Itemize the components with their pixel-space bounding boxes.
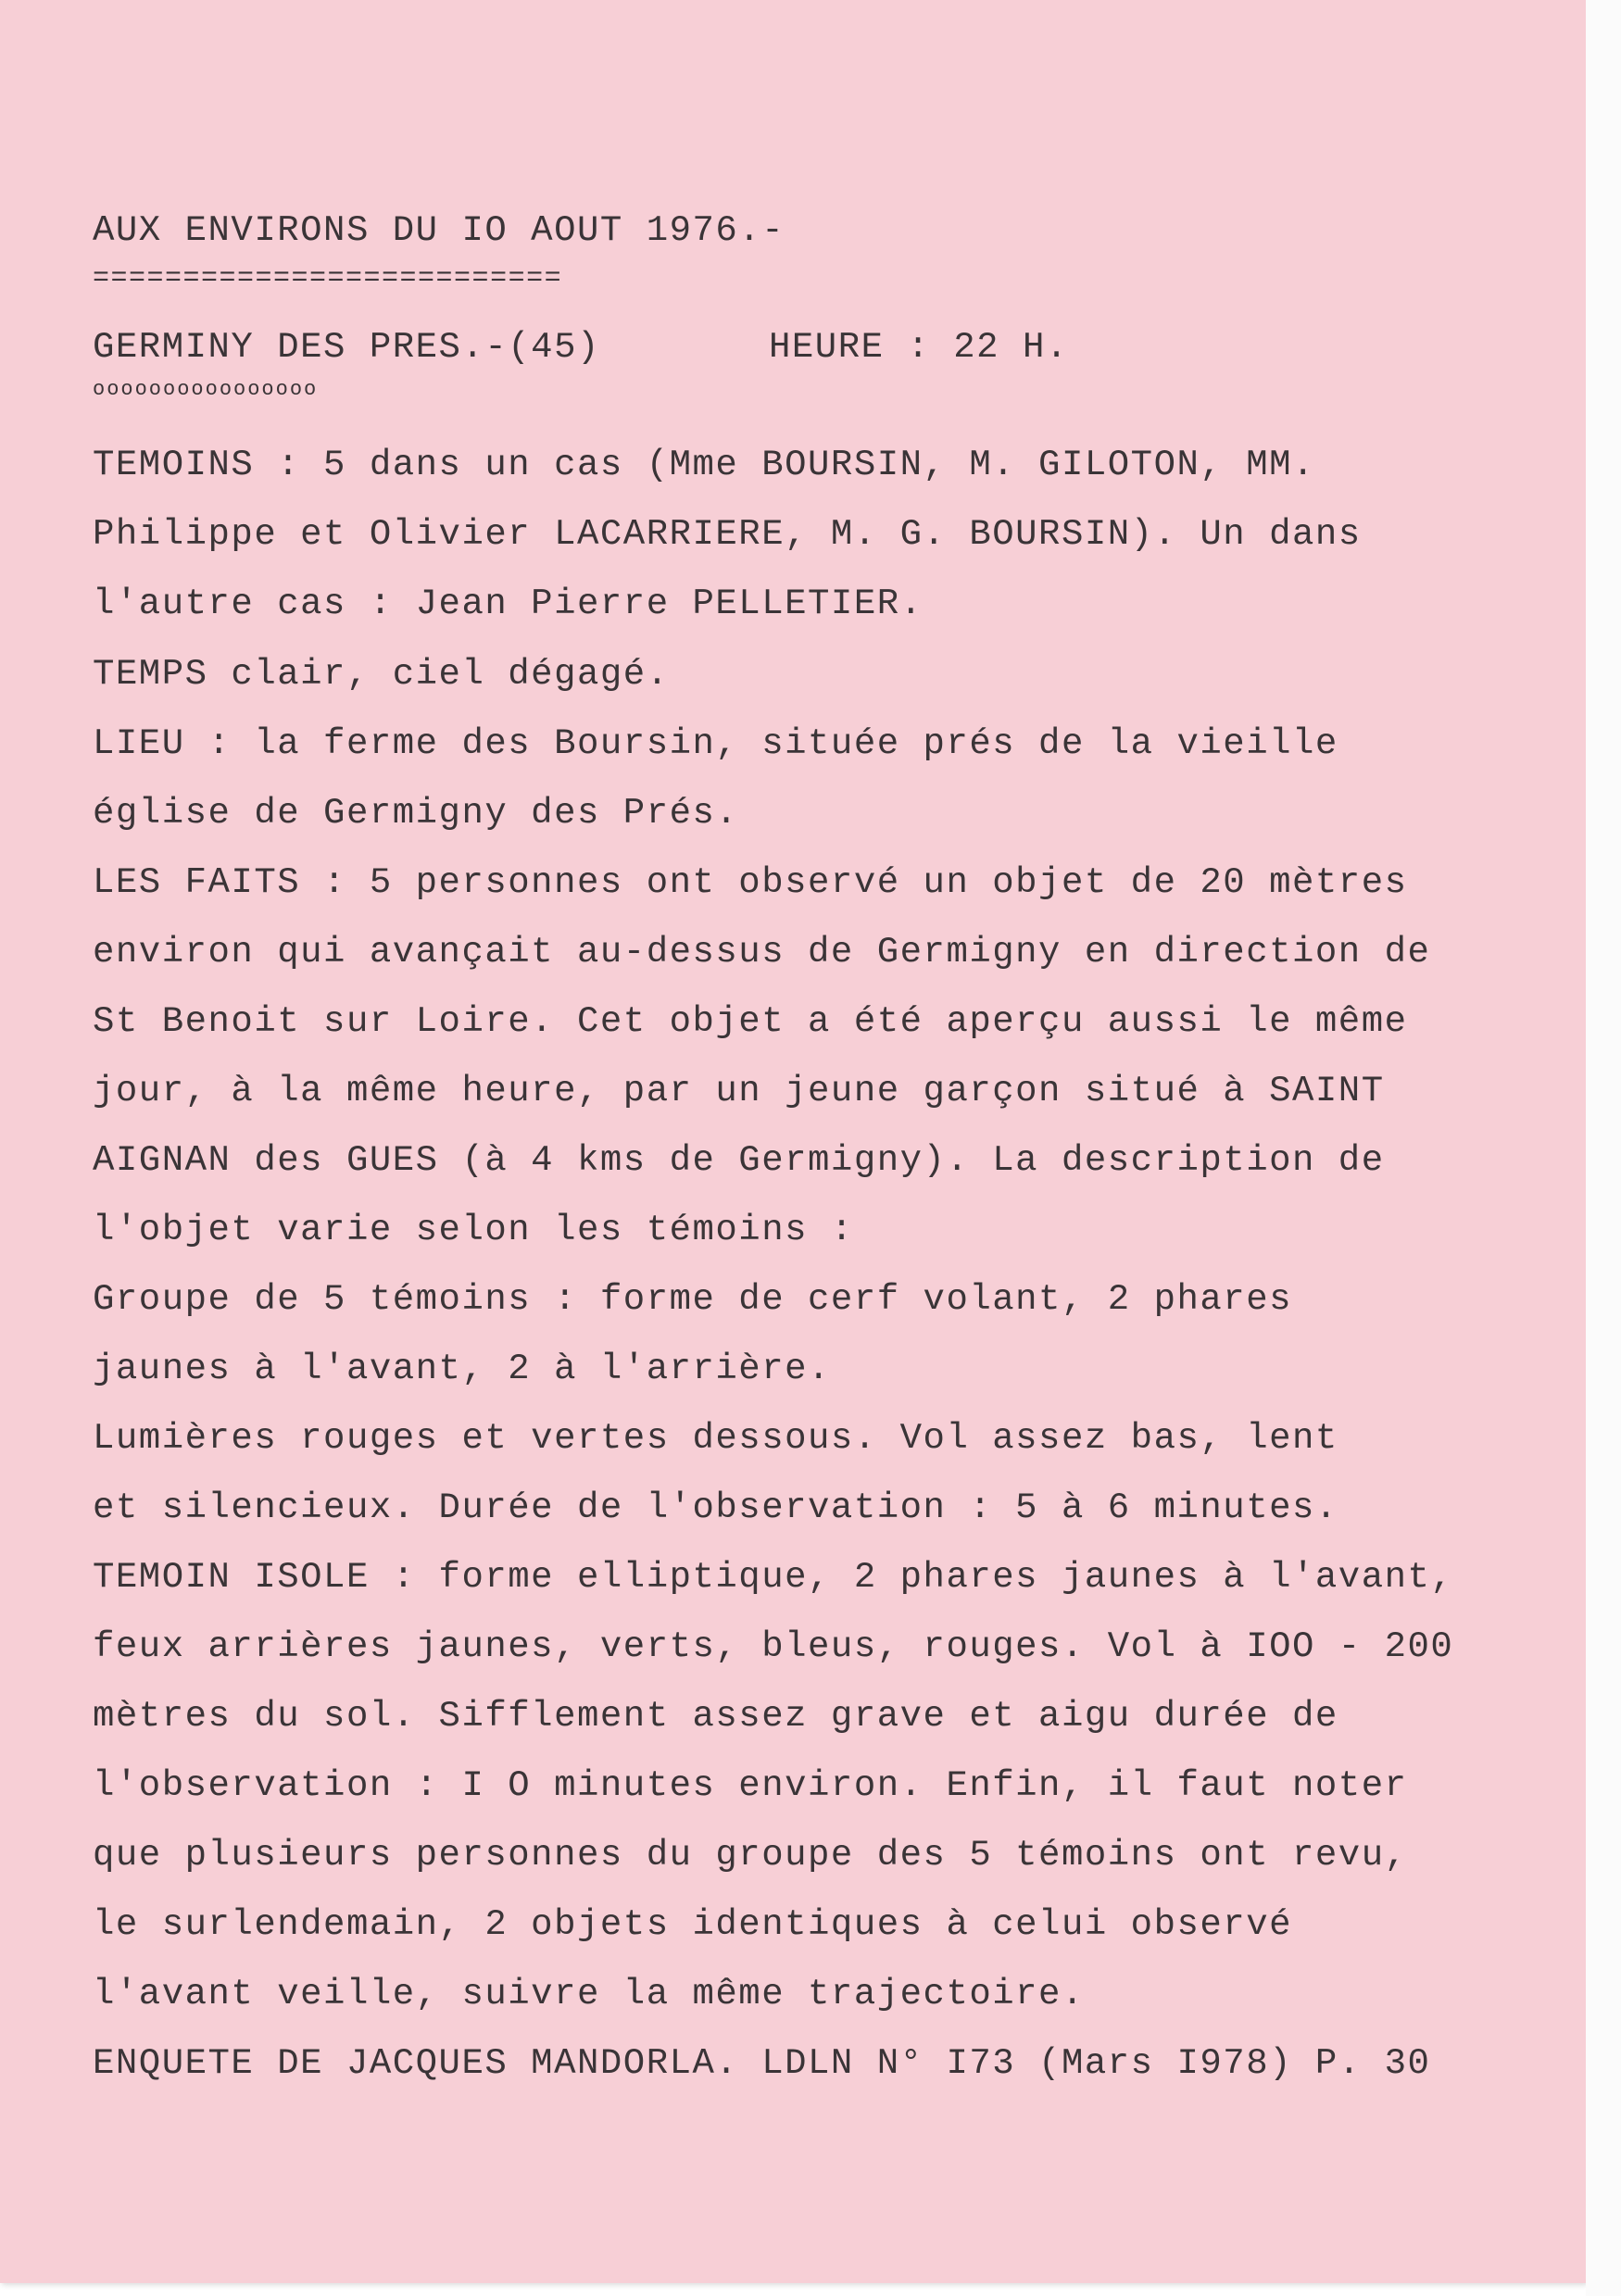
text-line: feux arrières jaunes, verts, bleus, rouges. Vol à IOO - 200 (93, 1626, 1454, 1667)
text-line: Lumières rouges et vertes dessous. Vol assez bas, lent (93, 1418, 1338, 1459)
text-line: l'objet varie selon les témoins : (93, 1210, 854, 1250)
text-line: environ qui avançait au-dessus de Germigny en direction de (93, 932, 1431, 972)
text-line: l'avant veille, suivre la même trajectoire. (93, 1974, 1085, 2014)
text-line: TEMOIN ISOLE : forme elliptique, 2 phares jaunes à l'avant, (93, 1557, 1454, 1598)
document-title: AUX ENVIRONS DU IO AOUT 1976.- (93, 210, 785, 251)
text-line: AIGNAN des GUES (à 4 kms de Germigny). La description de (93, 1140, 1385, 1181)
text-line: TEMPS clair, ciel dégagé. (93, 654, 670, 695)
text-line: Philippe et Olivier LACARRIERE, M. G. BOURSIN). Un dans (93, 514, 1362, 555)
time-heading: HEURE : 22 H. (769, 327, 1069, 368)
place-heading: GERMINY DES PRES.-(45) (93, 327, 600, 368)
text-line: le surlendemain, 2 objets identiques à celui observé (93, 1904, 1292, 1945)
text-line: mètres du sol. Sifflement assez grave et aigu durée de (93, 1696, 1338, 1737)
text-line: LES FAITS : 5 personnes ont observé un objet de 20 mètres (93, 862, 1408, 903)
text-line: jaunes à l'avant, 2 à l'arrière. (93, 1349, 831, 1389)
text-line: l'autre cas : Jean Pierre PELLETIER. (93, 583, 924, 624)
text-line: jour, à la même heure, par un jeune garçon situé à SAINT (93, 1071, 1385, 1111)
text-line: St Benoit sur Loire. Cet objet a été aperçu aussi le même (93, 1001, 1408, 1042)
text-line: Groupe de 5 témoins : forme de cerf volant, 2 phares (93, 1279, 1292, 1320)
text-line: église de Germigny des Prés. (93, 793, 739, 834)
text-line: LIEU : la ferme des Boursin, située prés de la vieille (93, 723, 1338, 764)
source-reference: ENQUETE DE JACQUES MANDORLA. LDLN N° I73 (Mars I978) P. 30 (93, 2043, 1431, 2084)
paper-edge (1586, 0, 1621, 2296)
text-line: et silencieux. Durée de l'observation : 5 à 6 minutes. (93, 1487, 1338, 1528)
title-underline: ========================== (93, 263, 563, 295)
text-line: TEMOINS : 5 dans un cas (Mme BOURSIN, M. GILOTON, MM. (93, 445, 1315, 485)
text-line: que plusieurs personnes du groupe des 5 témoins ont revu, (93, 1835, 1408, 1876)
place-underline: oooooooooooooooo (93, 378, 319, 401)
text-line: l'observation : I O minutes environ. Enfin, il faut noter (93, 1765, 1408, 1806)
